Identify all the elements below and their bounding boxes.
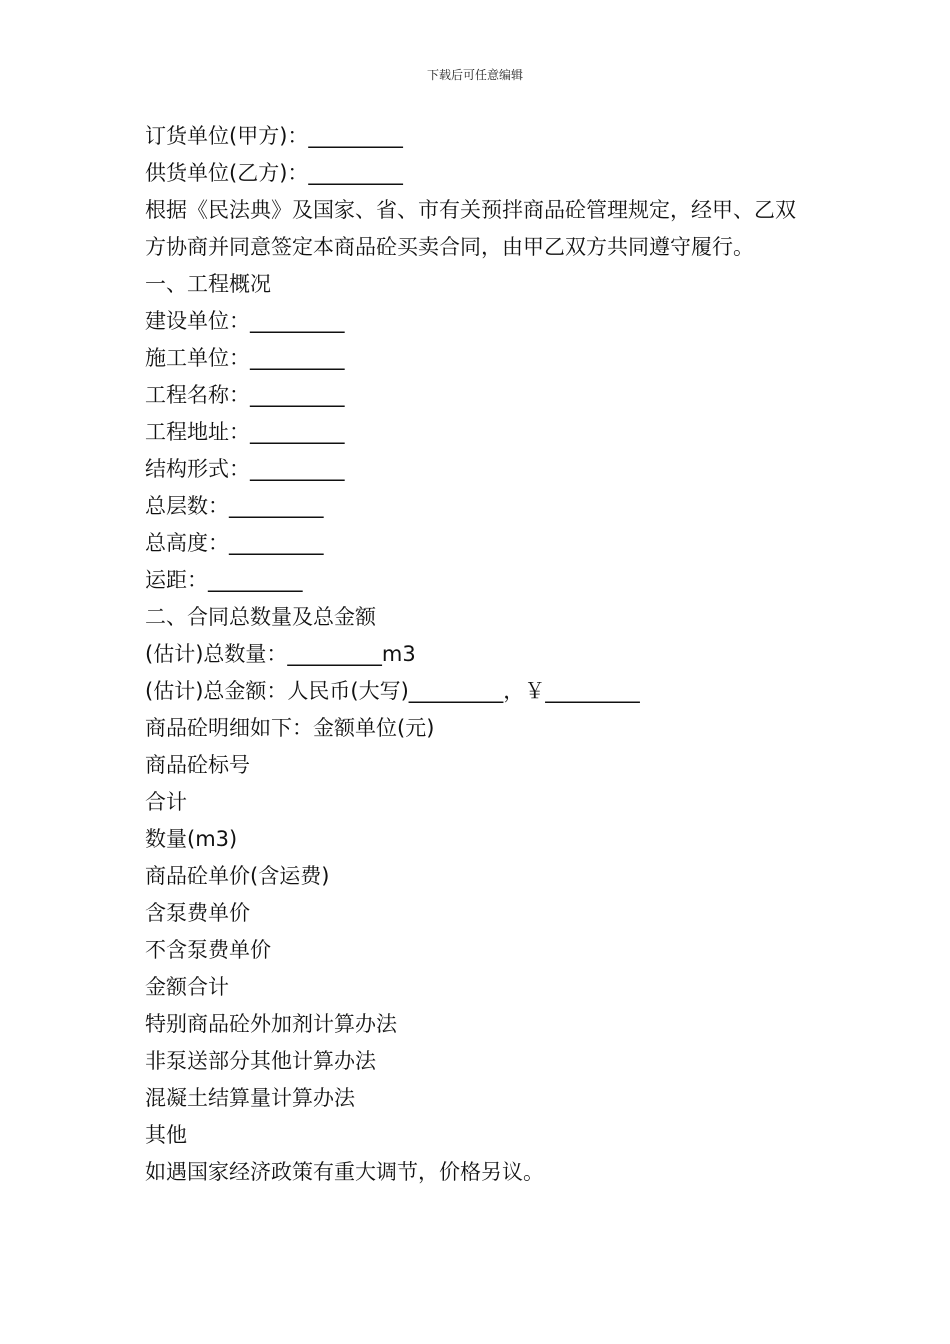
section-heading-project-overview: 一、工程概况 xyxy=(145,272,271,296)
detail-item-unit-price: 商品砼单价(含运费) xyxy=(145,864,330,888)
project-address-field: 工程地址：_________ xyxy=(145,420,345,444)
detail-item-price-without-pump: 不含泵费单价 xyxy=(145,938,271,962)
total-floors-field: 总层数：_________ xyxy=(145,494,324,518)
preamble-paragraph: 根据《民法典》及国家、省、市有关预拌商品砼管理规定，经甲、乙双方协商并同意签定本商品砼买卖合同，由甲乙双方共同遵守履行。 xyxy=(145,198,796,259)
detail-item-price-with-pump: 含泵费单价 xyxy=(145,901,250,925)
detail-item-total: 合计 xyxy=(145,790,187,814)
detail-item-non-pump-method: 非泵送部分其他计算办法 xyxy=(145,1049,376,1073)
orderer-field: 订货单位(甲方)：_________ xyxy=(145,124,403,148)
detail-item-grade: 商品砼标号 xyxy=(145,753,250,777)
total-quantity-field: (估计)总数量：_________m3 xyxy=(145,642,416,666)
document-body xyxy=(145,118,810,1191)
project-name-field: 工程名称：_________ xyxy=(145,383,345,407)
section-heading-totals: 二、合同总数量及总金额 xyxy=(145,605,376,629)
detail-item-amount-total: 金额合计 xyxy=(145,975,229,999)
distance-field: 运距：_________ xyxy=(145,568,303,592)
construction-unit-field: 建设单位：_________ xyxy=(145,309,345,333)
structure-type-field: 结构形式：_________ xyxy=(145,457,345,481)
supplier-field: 供货单位(乙方)：_________ xyxy=(145,161,403,185)
detail-item-other: 其他 xyxy=(145,1123,187,1147)
detail-item-settlement-method: 混凝土结算量计算办法 xyxy=(145,1086,355,1110)
total-height-field: 总高度：_________ xyxy=(145,531,324,555)
detail-intro: 商品砼明细如下：金额单位(元) xyxy=(145,716,435,740)
price-adjustment-note: 如遇国家经济政策有重大调节，价格另议。 xyxy=(145,1160,544,1184)
header-note: 下载后可任意编辑 xyxy=(426,68,523,82)
detail-item-additive-method: 特别商品砼外加剂计算办法 xyxy=(145,1012,397,1036)
detail-item-quantity: 数量(m3) xyxy=(145,827,238,851)
builder-unit-field: 施工单位：_________ xyxy=(145,346,345,370)
total-amount-field: (估计)总金额：人民币(大写)_________，￥_________ xyxy=(145,679,640,703)
